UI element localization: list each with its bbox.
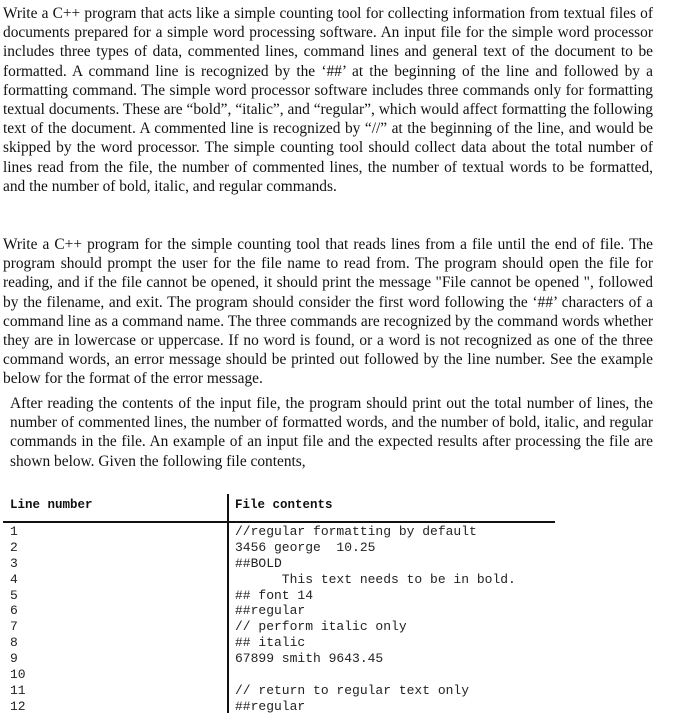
file-line: This text needs to be in bold. — [235, 571, 516, 587]
file-line: ## font 14 — [235, 587, 314, 603]
line-number: 9 — [10, 651, 18, 667]
header-line-number: Line number — [10, 498, 93, 512]
file-line: //regular formatting by default — [235, 524, 477, 539]
line-number: 4 — [10, 571, 18, 587]
line-number: 8 — [10, 635, 18, 651]
file-line — [235, 667, 516, 683]
header-divider — [3, 521, 555, 523]
line-number: 1 — [10, 524, 18, 539]
line-number: 10 — [10, 667, 26, 683]
paragraph-requirements: Write a C++ program for the simple counting tool that reads lines from a file until the end of file. The program should prompt the user for the file name to read from. The program should open the file for reading, and if the file cannot be opened, it should print the message "File cannot be opened ", followed by the filename, and exit. The program should consider the first word following the ‘##’ characters of a command line as a command name. The three commands are recognized by the command words whether they are in lowercase or uppercase. If no word is found, or a word is not recognized as one of the three command words, an error message should be printed out followed by the line number. See the example below for the format of the error message. — [3, 236, 653, 388]
file-line: 67899 smith 9643.45 — [235, 651, 384, 667]
file-contents-column — [235, 524, 516, 715]
file-line: ##regular — [235, 698, 306, 714]
column-divider — [227, 494, 229, 713]
header-file-contents: File contents — [235, 498, 333, 512]
file-line: ## italic — [235, 635, 306, 651]
paragraph-output: After reading the contents of the input file, the program should print out the total number of lines, the number of commented lines, the number of formatted words, and the number of bold, italic, and regular commands in the file. An example of an input file and the expected results after processing the file are shown below. Given the following file contents, — [10, 395, 653, 470]
line-number: 3 — [10, 555, 18, 571]
line-number: 6 — [10, 603, 18, 619]
file-line: ##regular — [235, 603, 306, 619]
paragraph-intro: Write a C++ program that acts like a simple counting tool for collecting information from textual files of documents prepared for a simple word processing software. An input file for the simple word processor includes three types of data, commented lines, command lines and general text of the document to be formatted. A command line is recognized by the ‘##’ at the beginning of the line and followed by a formatting command. The simple word processor software includes three commands only for formatting textual documents. These are “bold”, “italic”, and “regular”, which would affect formatting the following text of the document. A commented line is recognized by “//” at the beginning of the line, and would be skipped by the word processor. The simple counting tool should collect data about the total number of lines read from the file, the number of commented lines, the number of textual words to be formatted, and the number of bold, italic, and regular commands. — [3, 5, 653, 195]
line-number-column — [10, 524, 26, 715]
line-number: 2 — [10, 539, 18, 555]
file-line: ##BOLD — [235, 555, 282, 571]
line-number: 12 — [10, 698, 26, 714]
line-number: 11 — [10, 682, 26, 698]
file-line: 3456 george 10.25 — [235, 539, 376, 555]
file-line: // perform italic only — [235, 619, 407, 635]
line-number: 5 — [10, 587, 18, 603]
file-line: // return to regular text only — [235, 682, 470, 698]
example-file-table — [3, 494, 555, 716]
line-number: 7 — [10, 619, 18, 635]
